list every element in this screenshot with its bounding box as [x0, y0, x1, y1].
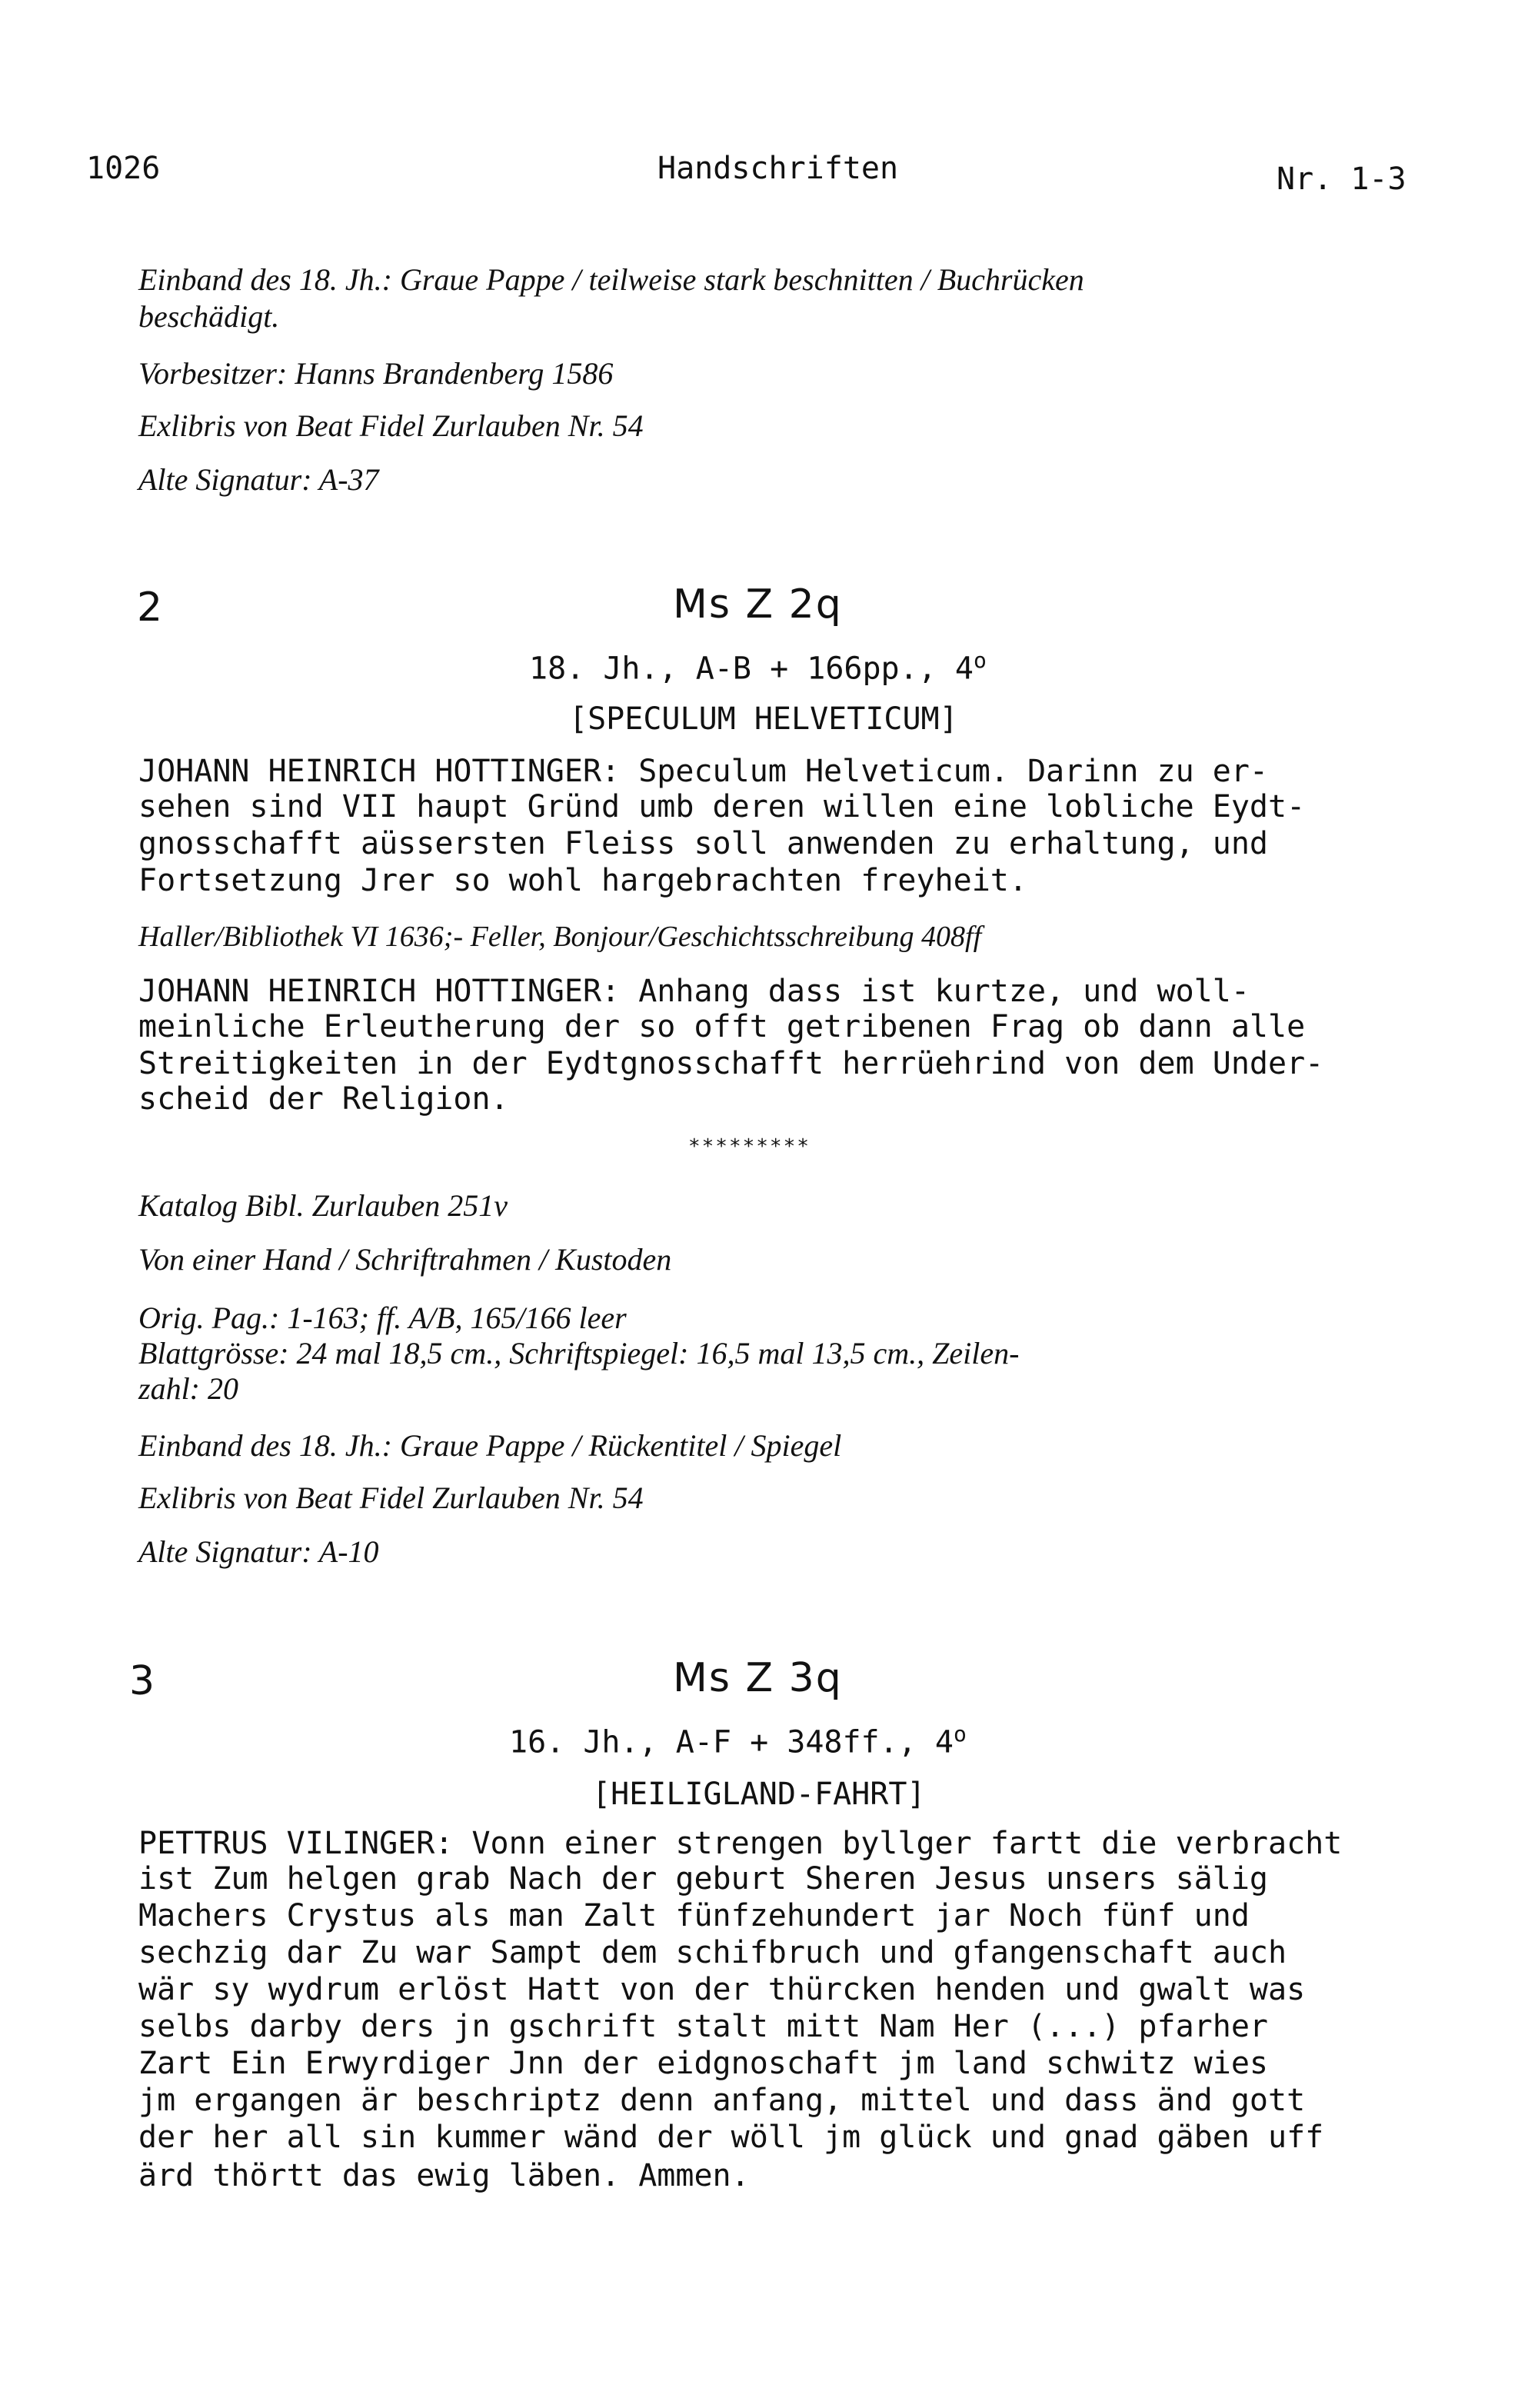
old-signature-note: Alte Signatur: A-10 [138, 1534, 379, 1569]
old-signature-note: Alte Signatur: A-37 [138, 462, 379, 497]
binding-note-line2: beschädigt. [138, 299, 280, 334]
text-line: sehen sind VII haupt Gründ umb deren willen eine lobliche Eydt- [138, 789, 1306, 824]
binding-note: Einband des 18. Jh.: Graue Pappe / Rückentitel / Spiegel [138, 1428, 842, 1463]
text-line: PETTRUS VILINGER: Vonn einer strengen byllger fartt die verbracht [138, 1826, 1343, 1861]
entry-number: 3 [129, 1658, 157, 1704]
text-line: sechzig dar Zu war Sampt dem schifbruch und gfangenschaft auch [138, 1935, 1287, 1970]
collation [529, 648, 987, 686]
text-line: JOHANN HEINRICH HOTTINGER: Speculum Helveticum. Darinn zu er- [138, 754, 1269, 789]
literature-reference: Haller/Bibliothek VI 1636;- Feller, Bonjour/Geschichtsschreibung 408ff [138, 921, 982, 953]
collation-text: 16. Jh., A-F + 348ff., 4 [509, 1724, 954, 1760]
shelfmark: Ms Z 2q [673, 581, 843, 628]
shelfmark: Ms Z 3q [673, 1655, 843, 1701]
text-line: JOHANN HEINRICH HOTTINGER: Anhang dass ist kurtze, und woll- [138, 974, 1250, 1009]
separator-stars: ********* [688, 1135, 811, 1158]
page-number: 1026 [86, 151, 161, 186]
title-bracket: [SPECULUM HELVETICUM] [569, 701, 958, 737]
text-line: Zart Ein Erwyrdiger Jnn der eidgnoschaft jm land schwitz wies [138, 2046, 1269, 2081]
text-line: Fortsetzung Jrer so wohl hargebrachten freyheit. [138, 863, 1027, 898]
binding-note-line1: Einband des 18. Jh.: Graue Pappe / teilweise stark beschnitten / Buchrücken [138, 262, 1084, 297]
entry-number: 2 [137, 585, 165, 631]
format-superscript: o [973, 648, 987, 673]
catalog-reference: Katalog Bibl. Zurlauben 251v [138, 1188, 508, 1223]
hand-note: Von einer Hand / Schriftrahmen / Kustoden [138, 1242, 672, 1277]
dimensions-line2: zahl: 20 [138, 1371, 238, 1406]
text-line: Streitigkeiten in der Eydtgnosschafft herrüehrind von dem Under- [138, 1046, 1324, 1081]
text-line: der her all sin kummer wänd der wöll jm glück und gnad gäben uff [138, 2120, 1324, 2155]
text-line: gnosschafft aüssersten Fleiss soll anwenden zu erhaltung, und [138, 826, 1269, 861]
text-line: scheid der Religion. [138, 1081, 509, 1117]
pagination-note: Orig. Pag.: 1-163; ff. A/B, 165/166 leer [138, 1301, 627, 1335]
text-line: meinliche Erleutherung der so offt getribenen Frag ob dann alle [138, 1009, 1306, 1044]
provenance-note: Vorbesitzer: Hanns Brandenberg 1586 [138, 356, 614, 391]
text-line: Machers Crystus als man Zalt fünfzehundert jar Noch fünf und [138, 1898, 1250, 1933]
collation [509, 1721, 967, 1760]
exlibris-note: Exlibris von Beat Fidel Zurlauben Nr. 54 [138, 1480, 644, 1515]
collation-text: 18. Jh., A-B + 166pp., 4 [529, 651, 974, 687]
text-line: ärd thörtt das ewig läben. Ammen. [138, 2158, 750, 2193]
text-line: wär sy wydrum erlöst Hatt von der thürcken henden und gwalt was [138, 1972, 1306, 2007]
exlibris-note: Exlibris von Beat Fidel Zurlauben Nr. 54 [138, 408, 644, 443]
entry-range: Nr. 1-3 [1277, 162, 1407, 197]
text-line: selbs darby ders jn gschrift stalt mitt Nam Her (...) pfarher [138, 2009, 1269, 2044]
format-superscript: o [953, 1721, 967, 1747]
running-title: Handschriften [657, 151, 899, 186]
dimensions-line1: Blattgrösse: 24 mal 18,5 cm., Schriftspiegel: 16,5 mal 13,5 cm., Zeilen- [138, 1336, 1020, 1371]
title-bracket: [HEILIGLAND-FAHRT] [592, 1777, 926, 1812]
text-line: ist Zum helgen grab Nach der geburt Sheren Jesus unsers sälig [138, 1861, 1269, 1897]
text-line: jm ergangen är beschriptz denn anfang, mittel und dass änd gott [138, 2083, 1306, 2118]
